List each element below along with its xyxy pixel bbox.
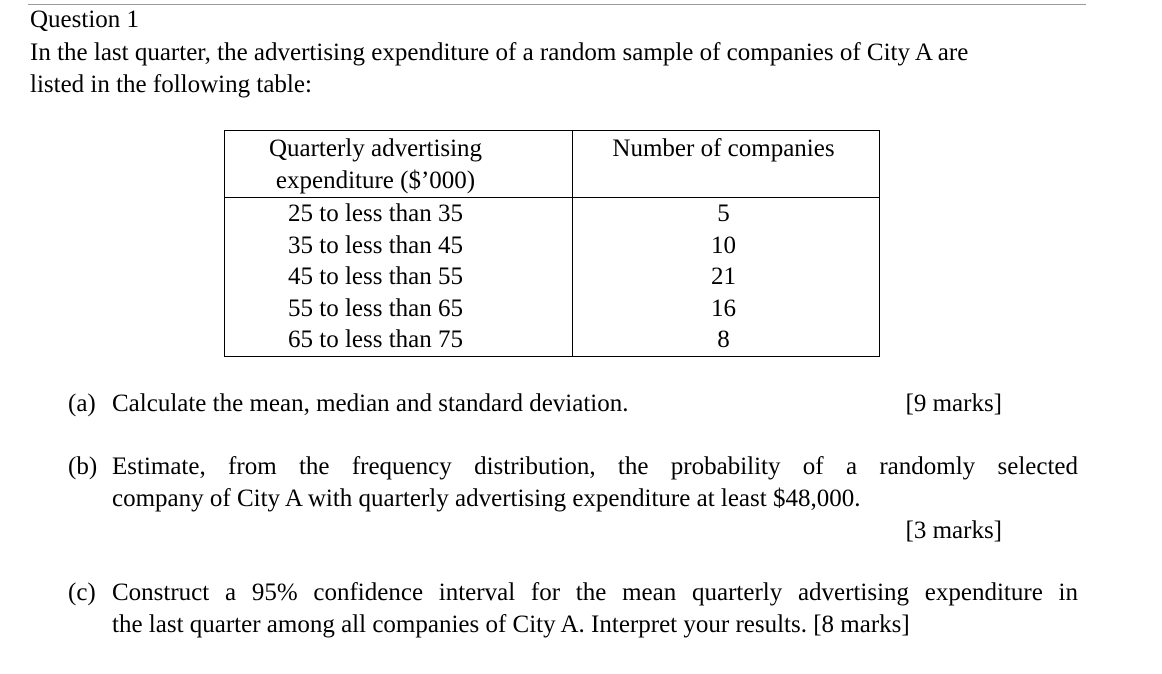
header-expenditure-line: expenditure ($’000) [275,166,476,194]
header-expenditure-line: Quarterly advertising [268,135,483,162]
table-row [225,230,880,262]
cell-range: 25 to less than 35 [225,198,573,230]
table-row [225,261,880,293]
part-b-marks: [3 marks] [905,517,1002,544]
table-row [225,198,880,230]
cell-range: 45 to less than 55 [225,261,573,293]
part-b [68,451,1078,547]
cell-count: 21 [573,261,880,293]
cell-count: 16 [573,293,880,325]
cell-count: 5 [573,198,880,230]
header-expenditure [225,131,573,198]
cell-count: 10 [573,230,880,262]
cell-range: 65 to less than 75 [225,324,573,356]
frequency-table [224,130,880,357]
cell-count: 8 [573,324,880,356]
part-b-line: Estimate, from the frequency distribution, the probability of a randomly selected [112,453,1078,480]
part-c [68,577,1078,641]
intro-line: listed in the following table: [30,71,312,98]
top-rule [28,4,1086,5]
part-b-line: company of City A with quarterly advertising expenditure at least $48,000. [112,485,861,512]
part-b-label: (b) [68,453,98,480]
part-a-marks: [9 marks] [905,390,1002,417]
part-a [68,388,1078,420]
table-header-row [225,131,880,198]
header-companies: Number of companies [573,131,880,198]
question-title: Question 1 [30,6,140,33]
table-row [225,293,880,325]
cell-range: 55 to less than 65 [225,293,573,325]
part-c-line: the last quarter among all companies of City A. Interpret your results. [8 marks] [112,611,910,638]
table-row [225,324,880,356]
part-c-line: Construct a 95% confidence interval for the mean quarterly advertising expenditure in [112,579,1078,606]
cell-range: 35 to less than 45 [225,230,573,262]
part-a-label: (a) [68,390,96,417]
question-intro [30,37,1090,101]
part-c-label: (c) [68,579,96,606]
part-a-text: Calculate the mean, median and standard deviation. [112,390,629,417]
intro-line: In the last quarter, the advertising expenditure of a random sample of companies of City A are [30,39,969,66]
